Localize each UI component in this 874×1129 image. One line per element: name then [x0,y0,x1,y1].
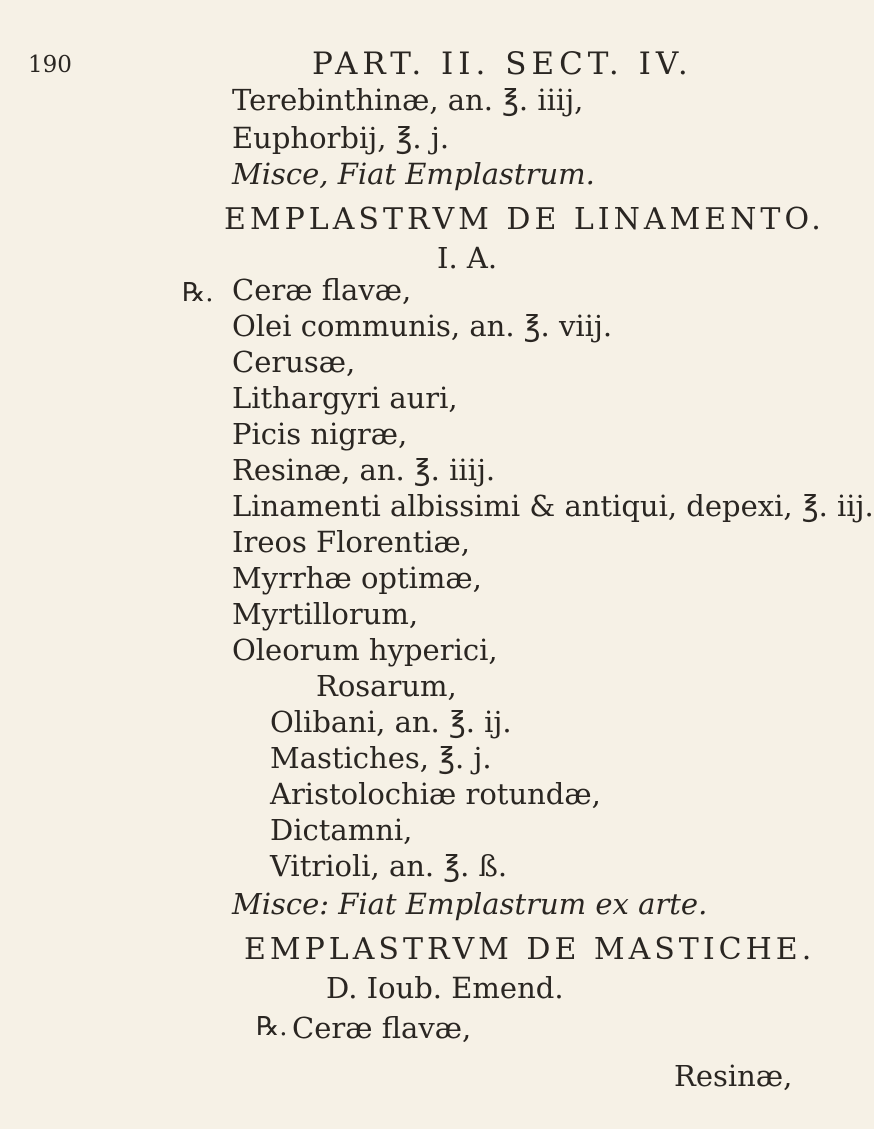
ingredient-line: Ireos Florentiæ, [232,525,471,559]
section-heading: EMPLASTRVM DE MASTICHE. [244,932,816,967]
ingredient-line: Resinæ, an. ℥. iiij. [232,453,496,487]
ingredient-line: Dictamni, [270,813,413,847]
ingredient-line: Ceræ flavæ, [292,1011,472,1045]
catchword: Resinæ, [674,1059,793,1093]
ingredient-line: Cerusæ, [232,345,356,379]
section-author: D. Ioub. Emend. [326,971,564,1005]
recipe-symbol: ℞. [182,278,214,308]
ingredient-line: Aristolochiæ rotundæ, [270,777,601,811]
ingredient-line: Myrrhæ optimæ, [232,561,482,595]
section-author: I. A. [437,241,498,275]
ingredient-line: Oleorum hyperici, [232,633,498,667]
text-line: Euphorbij, ℥. j. [232,121,450,155]
text-line: Terebinthinæ, an. ℥. iiij, [232,83,584,117]
ingredient-line: Mastiches, ℥. j. [270,741,492,775]
ingredient-line: Picis nigræ, [232,417,408,451]
ingredient-line: Myrtillorum, [232,597,419,631]
ingredient-line: Linamenti albissimi & antiqui, depexi, ℥. iij. [232,489,874,523]
ingredient-line: Rosarum, [316,669,457,703]
recipe-symbol: ℞. [256,1012,288,1042]
section-heading: EMPLASTRVM DE LINAMENTO. [224,202,825,237]
ingredient-line: Olibani, an. ℥. ij. [270,705,512,739]
ingredient-line: Ceræ flavæ, [232,273,412,307]
ingredient-line: Vitrioli, an. ℥. ß. [270,849,508,883]
instruction-line: Misce, Fiat Emplastrum. [232,157,595,191]
running-head: PART. II. SECT. IV. [312,46,693,82]
ingredient-line: Olei communis, an. ℥. viij. [232,309,613,343]
ingredient-line: Lithargyri auri, [232,381,458,415]
instruction-line: Misce: Fiat Emplastrum ex arte. [232,887,708,921]
page-number: 190 [28,52,72,78]
